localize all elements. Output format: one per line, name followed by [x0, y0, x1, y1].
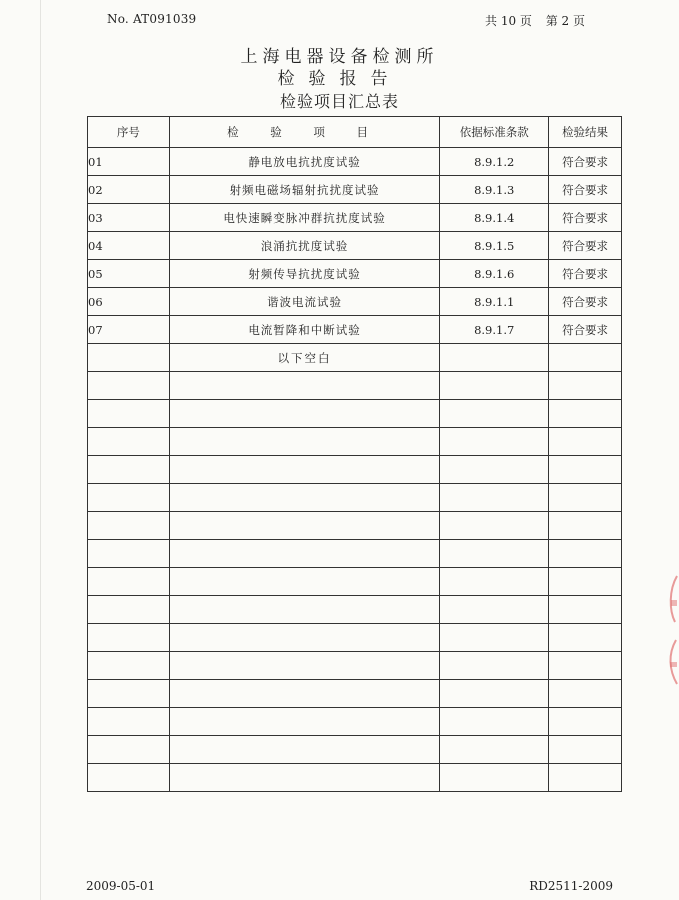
- column-header-result: 检验结果: [549, 117, 622, 148]
- table-row: [88, 176, 622, 204]
- table-row: [88, 204, 622, 232]
- page-indicator: [475, 12, 585, 29]
- report-title: 检验报告: [277, 69, 402, 89]
- stamp-mark: [671, 576, 677, 622]
- empty-cell: [169, 652, 439, 680]
- empty-cell: [549, 596, 622, 624]
- empty-cell: [549, 708, 622, 736]
- empty-cell: [169, 540, 439, 568]
- empty-cell: [440, 372, 549, 400]
- page-edge-line: [40, 0, 41, 900]
- standard-clause-cell: 8.9.1.3: [440, 176, 549, 204]
- standard-clause-cell: 8.9.1.1: [440, 288, 549, 316]
- standard-clause-cell: 8.9.1.6: [440, 260, 549, 288]
- row-number-cell: 05: [88, 260, 170, 288]
- empty-cell: [549, 568, 622, 596]
- empty-cell: [88, 456, 170, 484]
- table-row: [88, 316, 622, 344]
- empty-table-row: [88, 764, 622, 792]
- empty-cell: [440, 568, 549, 596]
- empty-table-row: [88, 652, 622, 680]
- institute-title: 上海电器设备检测所: [240, 47, 439, 67]
- test-item-cell: 射频传导抗扰度试验: [169, 260, 439, 288]
- empty-cell: [549, 344, 622, 372]
- empty-cell: [169, 372, 439, 400]
- table-header-row: [88, 117, 622, 148]
- empty-cell: [549, 736, 622, 764]
- empty-cell: [169, 484, 439, 512]
- empty-cell: [169, 428, 439, 456]
- footer-doc-code: RD2511-2009: [529, 879, 613, 893]
- column-header-no: 序号: [88, 117, 170, 148]
- table-row: [88, 148, 622, 176]
- empty-table-row: [88, 624, 622, 652]
- empty-table-row: [88, 484, 622, 512]
- table-body: [88, 148, 622, 792]
- test-result-cell: 符合要求: [549, 260, 622, 288]
- empty-cell: [549, 456, 622, 484]
- test-result-cell: 符合要求: [549, 176, 622, 204]
- empty-table-row: [88, 400, 622, 428]
- empty-cell: [549, 680, 622, 708]
- standard-clause-cell: 8.9.1.4: [440, 204, 549, 232]
- empty-cell: [88, 344, 170, 372]
- empty-table-row: [88, 568, 622, 596]
- empty-cell: [440, 344, 549, 372]
- empty-table-row: [88, 596, 622, 624]
- empty-cell: [169, 624, 439, 652]
- empty-cell: [169, 456, 439, 484]
- row-number-cell: 03: [88, 204, 170, 232]
- empty-table-row: [88, 540, 622, 568]
- empty-cell: [169, 764, 439, 792]
- empty-cell: [440, 736, 549, 764]
- empty-cell: [88, 568, 170, 596]
- footer-date: 2009-05-01: [86, 879, 156, 893]
- test-result-cell: 符合要求: [549, 148, 622, 176]
- current-page: 第 2 页: [545, 14, 585, 28]
- empty-cell: [169, 680, 439, 708]
- empty-cell: [88, 372, 170, 400]
- empty-table-row: [88, 736, 622, 764]
- row-number-cell: 04: [88, 232, 170, 260]
- empty-cell: [549, 428, 622, 456]
- row-number-cell: 06: [88, 288, 170, 316]
- report-number: No. AT091039: [107, 12, 197, 26]
- standard-clause-cell: 8.9.1.7: [440, 316, 549, 344]
- empty-cell: [440, 400, 549, 428]
- empty-cell: [440, 764, 549, 792]
- empty-cell: [169, 736, 439, 764]
- empty-cell: [549, 484, 622, 512]
- stamp-mark: [670, 662, 677, 667]
- red-stamp-fragment: [665, 570, 679, 690]
- empty-cell: [88, 736, 170, 764]
- standard-clause-cell: 8.9.1.5: [440, 232, 549, 260]
- row-number-cell: 07: [88, 316, 170, 344]
- empty-cell: [88, 652, 170, 680]
- empty-table-row: [88, 456, 622, 484]
- empty-cell: [440, 484, 549, 512]
- empty-cell: [549, 512, 622, 540]
- table-row: [88, 260, 622, 288]
- empty-cell: [88, 680, 170, 708]
- empty-table-row: [88, 512, 622, 540]
- empty-cell: [440, 652, 549, 680]
- blank-note-row: [88, 344, 622, 372]
- blank-note-cell: 以下空白: [169, 344, 439, 372]
- test-result-cell: 符合要求: [549, 232, 622, 260]
- column-header-clause: 依据标准条款: [440, 117, 549, 148]
- test-result-cell: 符合要求: [549, 204, 622, 232]
- empty-cell: [549, 624, 622, 652]
- test-item-cell: 浪涌抗扰度试验: [169, 232, 439, 260]
- empty-table-row: [88, 708, 622, 736]
- test-result-cell: 符合要求: [549, 316, 622, 344]
- test-result-cell: 符合要求: [549, 288, 622, 316]
- empty-cell: [549, 764, 622, 792]
- empty-table-row: [88, 428, 622, 456]
- empty-cell: [88, 428, 170, 456]
- empty-cell: [549, 540, 622, 568]
- row-number-cell: 01: [88, 148, 170, 176]
- empty-cell: [440, 708, 549, 736]
- empty-cell: [88, 400, 170, 428]
- test-item-cell: 谐波电流试验: [169, 288, 439, 316]
- column-header-item: 检 验 项 目: [169, 117, 439, 148]
- empty-table-row: [88, 680, 622, 708]
- standard-clause-cell: 8.9.1.2: [440, 148, 549, 176]
- test-items-summary-table: [87, 116, 622, 792]
- test-item-cell: 电流暂降和中断试验: [169, 316, 439, 344]
- empty-cell: [169, 568, 439, 596]
- empty-cell: [440, 456, 549, 484]
- row-number-cell: 02: [88, 176, 170, 204]
- empty-cell: [549, 400, 622, 428]
- test-item-cell: 电快速瞬变脉冲群抗扰度试验: [169, 204, 439, 232]
- empty-cell: [88, 540, 170, 568]
- empty-cell: [440, 624, 549, 652]
- empty-cell: [440, 680, 549, 708]
- empty-cell: [88, 708, 170, 736]
- test-item-cell: 静电放电抗扰度试验: [169, 148, 439, 176]
- empty-cell: [88, 512, 170, 540]
- empty-cell: [88, 596, 170, 624]
- stamp-mark: [671, 600, 677, 606]
- empty-cell: [440, 512, 549, 540]
- empty-cell: [440, 596, 549, 624]
- empty-cell: [169, 400, 439, 428]
- empty-cell: [169, 708, 439, 736]
- empty-cell: [549, 372, 622, 400]
- empty-cell: [88, 764, 170, 792]
- empty-cell: [440, 540, 549, 568]
- test-item-cell: 射频电磁场辐射抗扰度试验: [169, 176, 439, 204]
- total-pages: 共 10 页: [485, 14, 532, 28]
- table-title: 检验项目汇总表: [279, 92, 399, 111]
- empty-cell: [169, 512, 439, 540]
- table-row: [88, 288, 622, 316]
- empty-cell: [169, 596, 439, 624]
- empty-cell: [88, 624, 170, 652]
- empty-cell: [88, 484, 170, 512]
- table-row: [88, 232, 622, 260]
- empty-cell: [549, 652, 622, 680]
- empty-table-row: [88, 372, 622, 400]
- empty-cell: [440, 428, 549, 456]
